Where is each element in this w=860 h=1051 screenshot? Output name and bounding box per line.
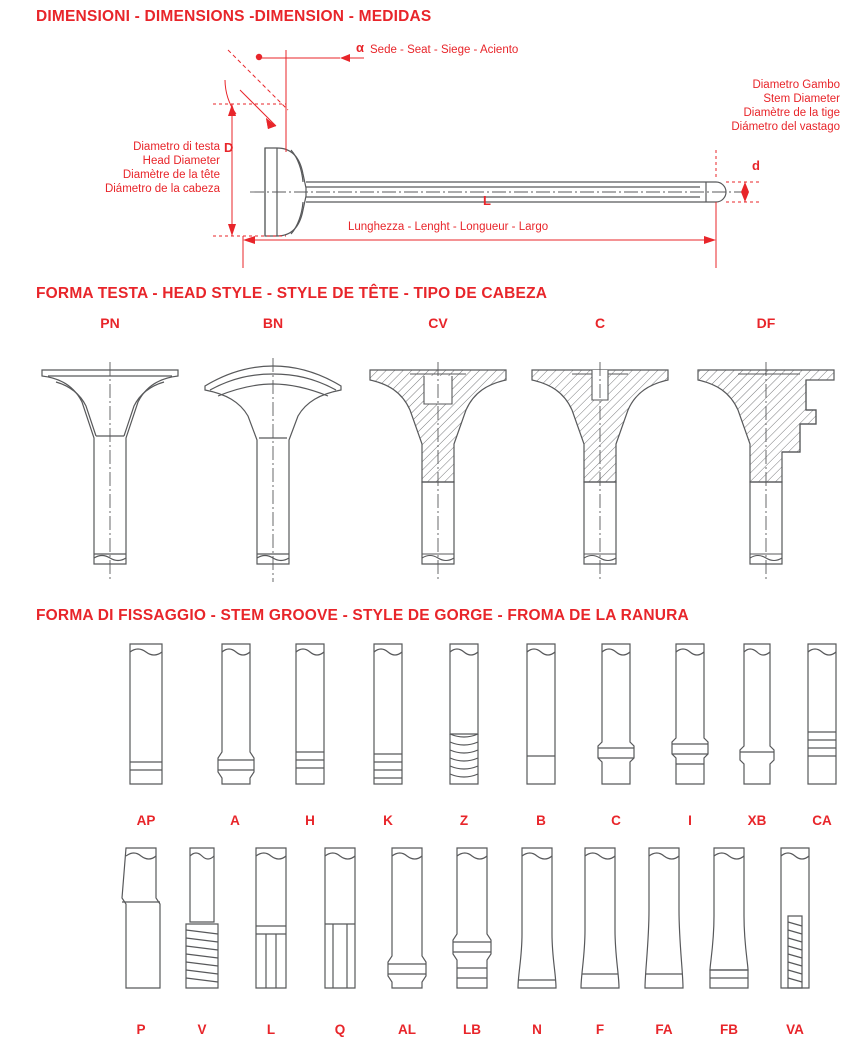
head-diameter-line-4: Diámetro de la cabeza	[104, 183, 220, 195]
stem-groove-p-drawing	[122, 848, 160, 988]
stem-groove-code-k: K	[383, 813, 393, 828]
stem-groove-fa-drawing	[645, 848, 683, 988]
stem-groove-q-drawing	[325, 848, 355, 988]
section-title-dimensions: DIMENSIONI - DIMENSIONS -DIMENSION - MEDIDAS	[36, 8, 432, 25]
head-diameter-line-2: Head Diameter	[142, 155, 220, 167]
stem-groove-code-q: Q	[334, 1022, 346, 1037]
stem-diameter-line-4: Diámetro del vastago	[731, 121, 840, 133]
stem-groove-code-al: AL	[398, 1022, 416, 1037]
stem-groove-c-drawing	[598, 644, 634, 784]
stem-groove-code-fb: FB	[720, 1022, 738, 1037]
stem-groove-code-i: I	[688, 813, 692, 828]
stem-groove-code-v: V	[197, 1022, 207, 1037]
head-style-code-c: C	[594, 315, 606, 331]
stem-groove-row2-figures	[0, 838, 860, 1010]
stem-groove-i-drawing	[672, 644, 708, 784]
stem-diameter-line-3: Diamètre de la tige	[743, 107, 840, 119]
stem-groove-code-ca: CA	[812, 813, 832, 828]
label-dim-D: D	[224, 140, 234, 155]
stem-groove-code-va: VA	[786, 1022, 804, 1037]
label-length: Lunghezza - Lenght - Longueur - Largo	[348, 221, 549, 233]
stem-groove-xb-drawing	[740, 644, 774, 784]
section-title-stem-groove: FORMA DI FISSAGGIO - STEM GROOVE - STYLE DE GORGE - FROMA DE LA RANURA	[36, 607, 689, 624]
label-head-diameter	[40, 140, 220, 196]
label-alpha-symbol: α	[356, 40, 364, 55]
stem-groove-code-z: Z	[459, 813, 469, 828]
stem-groove-l-drawing	[256, 848, 286, 988]
label-dim-d: d	[752, 158, 760, 173]
stem-groove-code-l: L	[266, 1022, 276, 1037]
stem-groove-code-p: P	[136, 1022, 146, 1037]
stem-groove-lb-drawing	[453, 848, 491, 988]
stem-groove-fb-drawing	[710, 848, 748, 988]
stem-groove-b-drawing	[527, 644, 555, 784]
head-diameter-line-3: Diamètre de la tête	[122, 169, 220, 181]
stem-groove-code-a: A	[230, 813, 240, 828]
stem-groove-f-drawing	[581, 848, 619, 988]
stem-groove-code-c: C	[611, 813, 621, 828]
stem-groove-n-drawing	[518, 848, 556, 988]
stem-groove-k-drawing	[374, 644, 402, 784]
stem-groove-va-drawing	[781, 848, 809, 988]
stem-groove-al-drawing	[388, 848, 426, 988]
label-seat: Sede - Seat - Siege - Aciento	[370, 44, 519, 56]
stem-groove-z-drawing	[450, 644, 478, 784]
stem-groove-h-drawing	[296, 644, 324, 784]
head-style-code-cv: CV	[428, 315, 448, 331]
stem-diameter-line-1: Diametro Gambo	[752, 79, 840, 91]
stem-groove-code-lb: LB	[463, 1022, 481, 1037]
head-style-code-pn: PN	[100, 315, 120, 331]
stem-diameter-line-2: Stem Diameter	[763, 93, 840, 105]
head-style-code-bn: BN	[262, 315, 284, 331]
stem-groove-code-h: H	[305, 813, 315, 828]
head-style-figures	[0, 332, 860, 594]
stem-groove-ap-drawing	[130, 644, 162, 784]
stem-groove-code-f: F	[595, 1022, 605, 1037]
stem-groove-code-fa: FA	[655, 1022, 673, 1037]
stem-groove-code-b: B	[536, 813, 546, 828]
stem-groove-code-n: N	[532, 1022, 542, 1037]
stem-groove-code-ap: AP	[136, 813, 156, 828]
head-diameter-line-1: Diametro di testa	[133, 141, 220, 153]
stem-groove-ca-drawing	[808, 644, 836, 784]
head-style-code-df: DF	[756, 315, 776, 331]
section-title-head-style: FORMA TESTA - HEAD STYLE - STYLE DE TÊTE - TIPO DE CABEZA	[36, 285, 548, 302]
stem-groove-a-drawing	[218, 644, 254, 784]
stem-groove-code-xb: XB	[747, 813, 767, 828]
stem-groove-v-drawing	[186, 848, 218, 988]
stem-groove-row1-figures	[0, 634, 860, 806]
label-dim-L: L	[483, 193, 491, 208]
label-stem-diameter	[680, 78, 840, 134]
